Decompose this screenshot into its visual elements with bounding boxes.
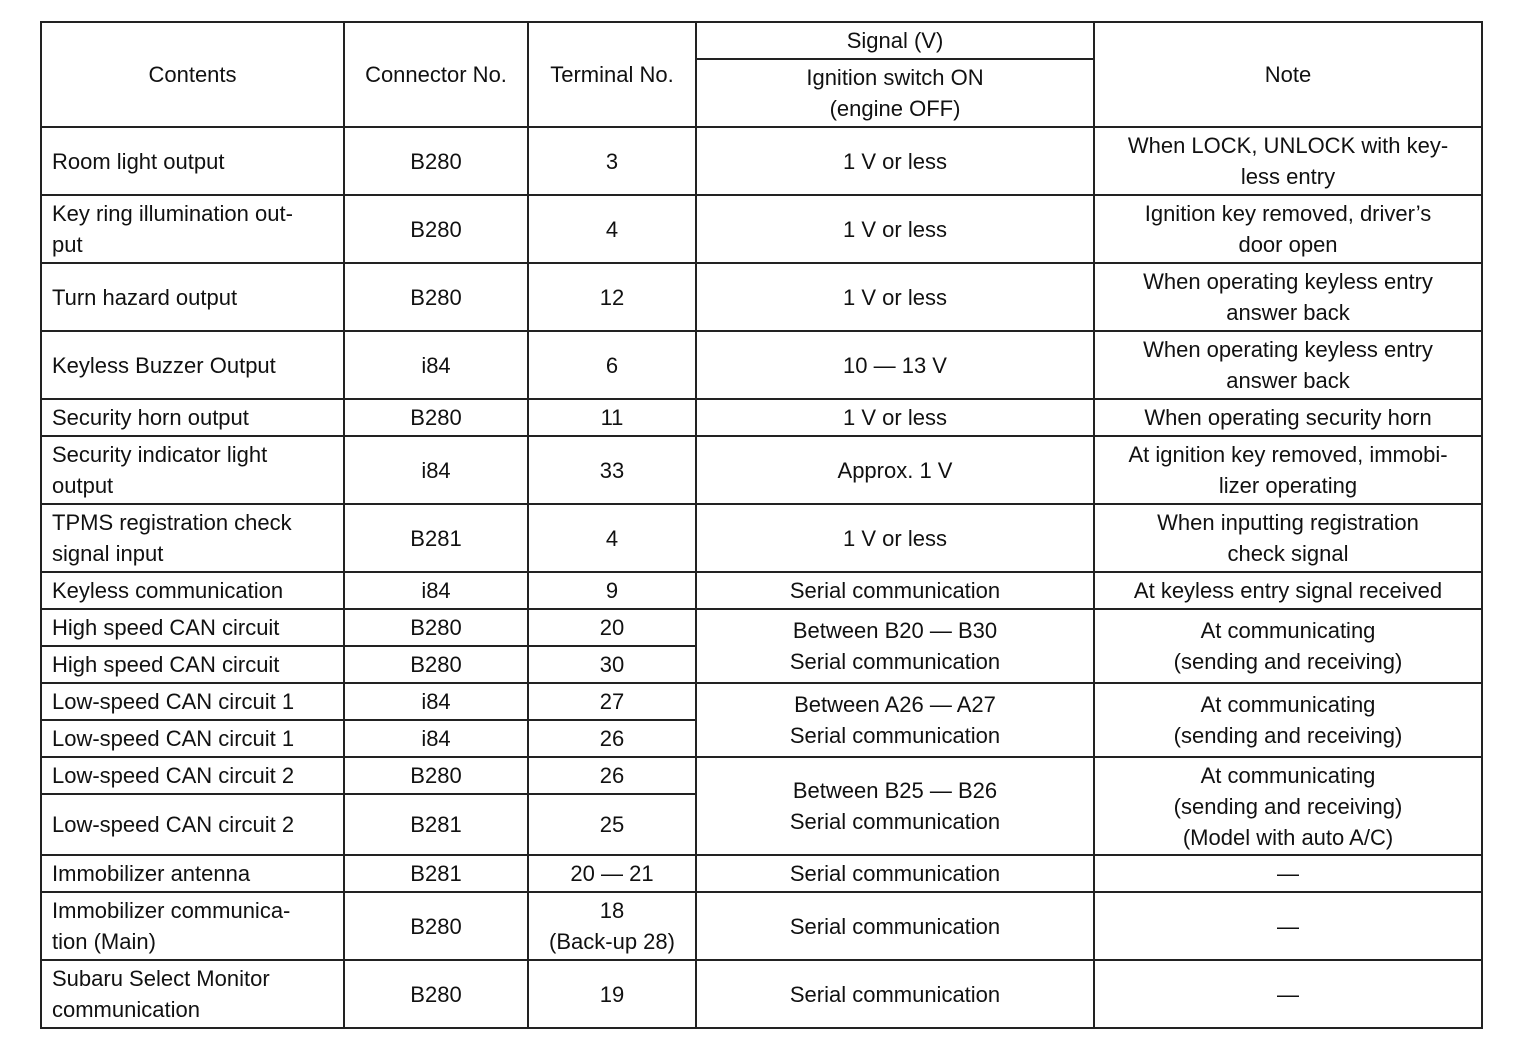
cell-contents: High speed CAN circuit [41, 646, 344, 683]
cell-terminal: 20 — 21 [528, 855, 696, 892]
cell-contents: Low-speed CAN circuit 2 [41, 794, 344, 855]
cell-signal: 1 V or less [696, 127, 1094, 195]
cell-contents: Key ring illumination out- put [41, 195, 344, 263]
table-row [41, 572, 1482, 609]
cell-connector: B281 [344, 855, 528, 892]
cell-note: At keyless entry signal received [1094, 572, 1482, 609]
cell-connector: B280 [344, 127, 528, 195]
table-row [41, 609, 1482, 646]
cell-connector: B280 [344, 757, 528, 794]
cell-signal: Serial communication [696, 855, 1094, 892]
cell-terminal: 18 (Back-up 28) [528, 892, 696, 960]
table-row [41, 263, 1482, 331]
table-row [41, 399, 1482, 436]
cell-terminal: 30 [528, 646, 696, 683]
cell-terminal: 25 [528, 794, 696, 855]
cell-note: — [1094, 892, 1482, 960]
cell-contents: Turn hazard output [41, 263, 344, 331]
cell-signal: 10 — 13 V [696, 331, 1094, 399]
cell-note: When operating security horn [1094, 399, 1482, 436]
cell-connector: i84 [344, 572, 528, 609]
table-row [41, 960, 1482, 1028]
table-row [41, 757, 1482, 794]
cell-signal: 1 V or less [696, 195, 1094, 263]
cell-note: At ignition key removed, immobi- lizer operating [1094, 436, 1482, 504]
cell-connector: B280 [344, 263, 528, 331]
cell-connector: B280 [344, 960, 528, 1028]
cell-connector: B281 [344, 504, 528, 572]
cell-note: — [1094, 855, 1482, 892]
cell-connector: i84 [344, 436, 528, 504]
cell-terminal: 6 [528, 331, 696, 399]
cell-contents: Security horn output [41, 399, 344, 436]
cell-connector: B280 [344, 646, 528, 683]
cell-note: Ignition key removed, driver’s door open [1094, 195, 1482, 263]
cell-contents: TPMS registration check signal input [41, 504, 344, 572]
cell-terminal: 11 [528, 399, 696, 436]
cell-contents: High speed CAN circuit [41, 609, 344, 646]
cell-note: When inputting registration check signal [1094, 504, 1482, 572]
cell-connector: B281 [344, 794, 528, 855]
cell-signal: Between A26 — A27 Serial communication [696, 683, 1094, 757]
cell-contents: Subaru Select Monitor communication [41, 960, 344, 1028]
header-signal: Signal (V) [696, 22, 1094, 59]
cell-note: When operating keyless entry answer back [1094, 263, 1482, 331]
cell-connector: B280 [344, 195, 528, 263]
cell-contents: Low-speed CAN circuit 1 [41, 683, 344, 720]
cell-signal: Between B25 — B26 Serial communication [696, 757, 1094, 855]
cell-signal: 1 V or less [696, 263, 1094, 331]
cell-terminal: 33 [528, 436, 696, 504]
cell-contents: Immobilizer antenna [41, 855, 344, 892]
cell-terminal: 4 [528, 195, 696, 263]
cell-contents: Keyless communication [41, 572, 344, 609]
cell-terminal: 27 [528, 683, 696, 720]
table-row [41, 331, 1482, 399]
cell-terminal: 12 [528, 263, 696, 331]
cell-connector: B280 [344, 399, 528, 436]
header-note: Note [1094, 22, 1482, 127]
table-row [41, 504, 1482, 572]
header-connector: Connector No. [344, 22, 528, 127]
table-row [41, 127, 1482, 195]
cell-note: When operating keyless entry answer back [1094, 331, 1482, 399]
cell-contents: Room light output [41, 127, 344, 195]
cell-connector: i84 [344, 683, 528, 720]
cell-contents: Security indicator light output [41, 436, 344, 504]
cell-terminal: 4 [528, 504, 696, 572]
cell-connector: B280 [344, 609, 528, 646]
cell-note: — [1094, 960, 1482, 1028]
cell-connector: i84 [344, 331, 528, 399]
cell-note: At communicating (sending and receiving) (Model with auto A/C) [1094, 757, 1482, 855]
cell-contents: Keyless Buzzer Output [41, 331, 344, 399]
cell-terminal: 26 [528, 757, 696, 794]
cell-note: At communicating (sending and receiving) [1094, 683, 1482, 757]
table-row [41, 683, 1482, 720]
cell-signal: Serial communication [696, 572, 1094, 609]
header-signal-condition: Ignition switch ON (engine OFF) [696, 59, 1094, 127]
cell-note: At communicating (sending and receiving) [1094, 609, 1482, 683]
cell-signal: Approx. 1 V [696, 436, 1094, 504]
cell-terminal: 9 [528, 572, 696, 609]
cell-terminal: 3 [528, 127, 696, 195]
table-row [41, 892, 1482, 960]
header-contents: Contents [41, 22, 344, 127]
table-row [41, 195, 1482, 263]
cell-signal: Between B20 — B30 Serial communication [696, 609, 1094, 683]
cell-terminal: 19 [528, 960, 696, 1028]
cell-signal: Serial communication [696, 960, 1094, 1028]
cell-contents: Low-speed CAN circuit 1 [41, 720, 344, 757]
cell-signal: 1 V or less [696, 399, 1094, 436]
signal-table [40, 21, 1483, 1029]
table-row [41, 855, 1482, 892]
cell-contents: Immobilizer communica- tion (Main) [41, 892, 344, 960]
cell-signal: 1 V or less [696, 504, 1094, 572]
cell-signal: Serial communication [696, 892, 1094, 960]
cell-note: When LOCK, UNLOCK with key- less entry [1094, 127, 1482, 195]
cell-contents: Low-speed CAN circuit 2 [41, 757, 344, 794]
cell-terminal: 20 [528, 609, 696, 646]
cell-terminal: 26 [528, 720, 696, 757]
cell-connector: B280 [344, 892, 528, 960]
table-row [41, 436, 1482, 504]
cell-connector: i84 [344, 720, 528, 757]
header-terminal: Terminal No. [528, 22, 696, 127]
